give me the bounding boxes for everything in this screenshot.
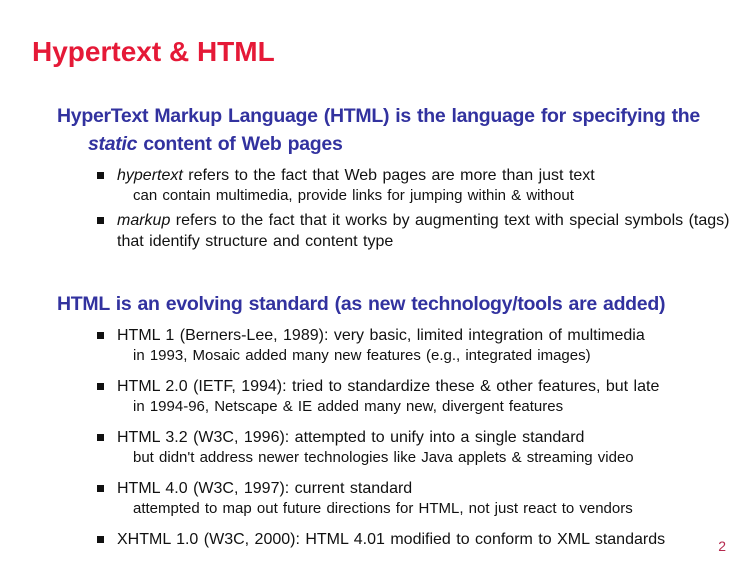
bullet-item <box>97 376 756 397</box>
bullet-text <box>117 427 584 448</box>
bullet-text <box>117 529 665 550</box>
bullet-list <box>97 325 756 550</box>
bullet-item <box>97 165 756 186</box>
bullet-subtext: in 1994-96, Netscape & IE added many new, divergent features <box>133 398 564 415</box>
section <box>57 102 756 252</box>
slide-title: Hypertext & HTML <box>32 36 275 67</box>
bullet-group <box>97 376 756 417</box>
bullet-subtext: can contain multimedia, provide links for jumping within & without <box>133 187 574 204</box>
section-heading-line <box>57 102 756 130</box>
bullet-subtext: but didn't address newer technologies like Java applets & streaming video <box>133 449 634 466</box>
section-heading <box>57 102 756 158</box>
bullet-group <box>97 325 756 366</box>
bullet-square-icon <box>97 383 104 390</box>
text-segment: HTML 4.0 (W3C, 1997): current standard <box>117 480 413 497</box>
section-heading-line <box>88 130 756 158</box>
text-segment: HTML 1 (Berners-Lee, 1989): very basic, limited integration of multimedia <box>117 327 645 344</box>
bullet-square-icon <box>97 434 104 441</box>
text-segment-italic: static <box>88 133 138 155</box>
bullet-group <box>97 165 756 206</box>
bullet-item <box>97 325 756 346</box>
bullet-text <box>117 325 645 346</box>
text-segment: refers to the fact that it works by augmenting text with special symbols (tags) that identify structure and content type <box>117 212 730 250</box>
bullet-list <box>97 165 756 252</box>
bullet-square-icon <box>97 485 104 492</box>
bullet-text <box>117 210 756 252</box>
bullet-group <box>97 478 756 519</box>
bullet-text <box>117 376 659 397</box>
text-segment: HTML is an evolving standard (as new technology/tools are added) <box>57 293 666 315</box>
section <box>57 290 756 550</box>
bullet-item <box>97 478 756 499</box>
text-segment: HTML 3.2 (W3C, 1996): attempted to unify into a single standard <box>117 429 585 446</box>
bullet-item <box>97 427 756 448</box>
bullet-item <box>97 210 756 252</box>
bullet-item <box>97 529 756 550</box>
text-segment-italic: hypertext <box>117 167 183 184</box>
text-segment-italic: markup <box>117 212 171 229</box>
bullet-text <box>117 165 595 186</box>
section-heading-line <box>57 290 756 318</box>
text-segment: HyperText Markup Language (HTML) is the language for specifying the <box>57 105 700 127</box>
bullet-group <box>97 427 756 468</box>
page-number: 2 <box>718 538 726 554</box>
slide-content <box>57 102 756 550</box>
bullet-subtext: in 1993, Mosaic added many new features (e.g., integrated images) <box>133 347 591 364</box>
text-segment: HTML 2.0 (IETF, 1994): tried to standardize these & other features, but late <box>117 378 660 395</box>
text-segment: XHTML 1.0 (W3C, 2000): HTML 4.01 modified to conform to XML standards <box>117 531 666 548</box>
bullet-group <box>97 529 756 550</box>
bullet-group <box>97 210 756 252</box>
bullet-square-icon <box>97 172 104 179</box>
bullet-square-icon <box>97 536 104 543</box>
text-segment: refers to the fact that Web pages are more than just text <box>182 167 595 184</box>
text-segment: content of Web pages <box>137 133 343 155</box>
bullet-subtext: attempted to map out future directions for HTML, not just react to vendors <box>133 500 633 517</box>
bullet-square-icon <box>97 332 104 339</box>
section-heading <box>57 290 756 318</box>
bullet-square-icon <box>97 217 104 224</box>
bullet-text <box>117 478 412 499</box>
